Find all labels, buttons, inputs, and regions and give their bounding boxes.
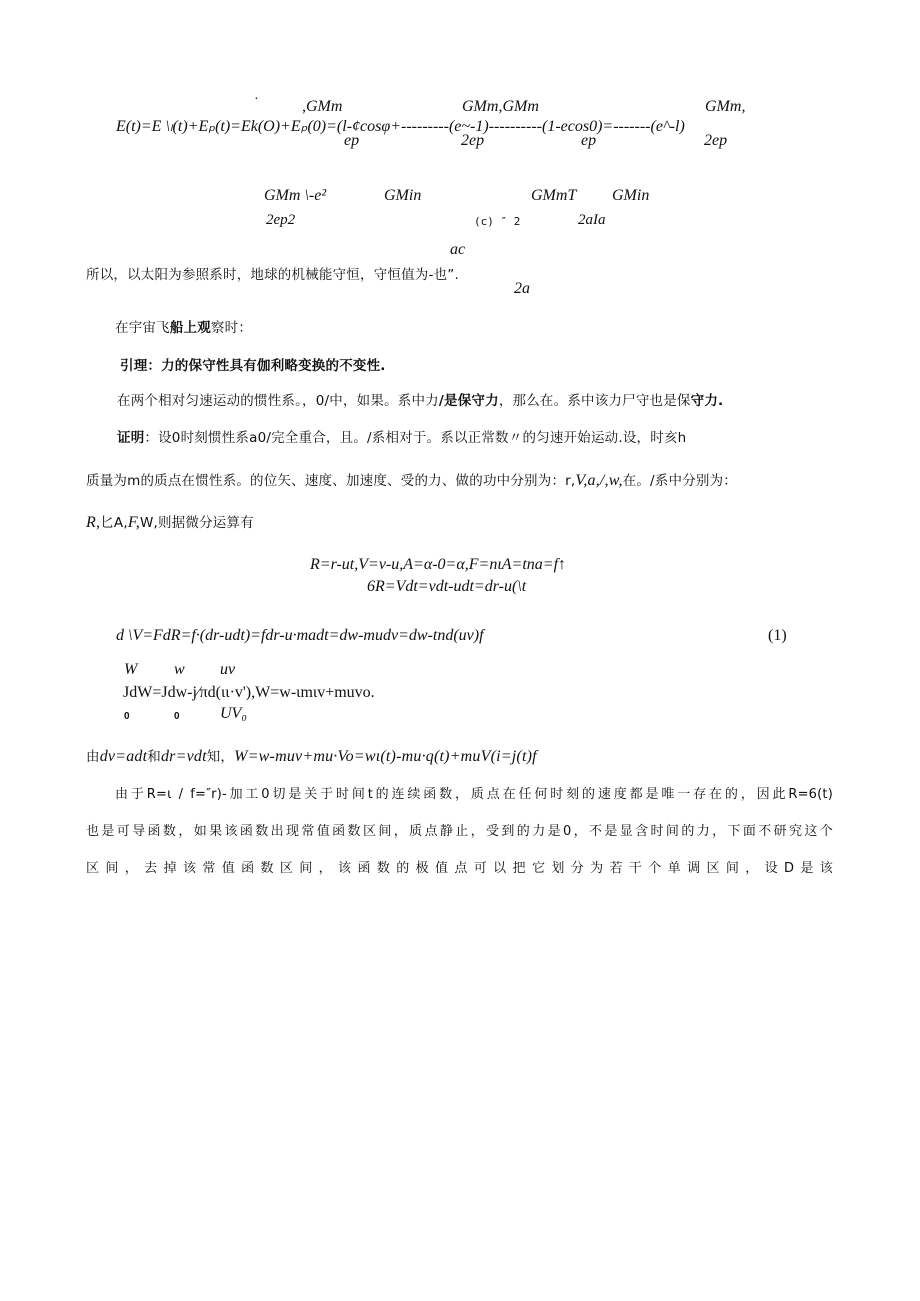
integral-lower-2: 0 xyxy=(174,711,180,722)
body-line-1: 由于R=ι / f=″r)-加工0切是关于时间t的连续函数，质点在任何时刻的速度都是唯一存在的，因此R=6(t) xyxy=(115,787,833,802)
proof-label: 证明 xyxy=(117,430,145,446)
spaceship-text-2: 船上观 xyxy=(169,320,211,336)
proof-line-3-text: 匕A, xyxy=(100,515,128,531)
body-line-2: 也是可导函数，如果该函数出现常值函数区间，质点静止，受到的力是0，不是显含时间的力，下面不研究这个 xyxy=(86,824,833,839)
proof-line-3-tail: W,则据微分运算有 xyxy=(139,515,254,531)
derivation-text-3: 知， xyxy=(206,749,235,765)
spaceship-observation-line xyxy=(115,316,252,336)
eq-denominator-2: 2ep xyxy=(461,132,485,149)
integral-upper-2: w xyxy=(174,661,185,678)
transform-equation-1: R=r-ut,V=v-u,A=α-0=α,F=nιA=tna=f↑ xyxy=(310,556,567,573)
integral-lower-1: 0 xyxy=(124,711,130,722)
eq-numerator-2: GMm,GMm xyxy=(462,98,539,115)
derivation-text-2: 和 xyxy=(147,749,161,765)
eq-energy-main: E(t)=E \ₗ(t)+Eₚ(t)=Ek(O)+Eₚ(0)=(l-¢cosφ+---------(e~-1)----------(1-ecos0)=-------(e^-l) xyxy=(116,118,685,135)
conclusion-fraction-numerator: ac xyxy=(450,241,466,258)
integral-upper-3: uv xyxy=(220,661,236,678)
derivation-line xyxy=(86,745,537,766)
eq-denominator-3: ep xyxy=(581,132,597,149)
equation-1-number: (1) xyxy=(768,627,787,644)
eq-numerator-1: ,GMm xyxy=(302,98,343,115)
derivation-text-1: 由 xyxy=(86,749,100,765)
eq2-term-4: GMin xyxy=(612,187,650,204)
proof-line-2-vars: V,a,/,w, xyxy=(575,472,623,489)
eq-denominator-4: 2ep xyxy=(704,132,728,149)
eq2-bottom-1: 2ep2 xyxy=(266,212,296,228)
spaceship-text-1: 在宇宙飞 xyxy=(115,320,170,336)
eq2-term-2: GMin xyxy=(384,187,422,204)
proof-line-2-tail: 在。/系中分别为： xyxy=(622,473,738,489)
eq-dot: . xyxy=(255,88,259,103)
spaceship-text-3: 察时： xyxy=(210,320,253,336)
integral-lower-3: UV₀ xyxy=(220,705,247,722)
integral-main: JdW=Jdw-j∕πd(ιι·v'),W=w-ιmιv+muvo. xyxy=(123,684,375,701)
proof-line-2-text: 质量为m的质点在惯性系。的位矢、速度、加速度、受的力、做的功中分别为：r, xyxy=(86,473,576,489)
conclusion-fraction-denominator: 2a xyxy=(514,280,530,297)
proof-line-1 xyxy=(117,426,686,446)
eq2-term-3: GMmT xyxy=(531,187,577,204)
lemma-heading: 引理：力的保守性具有伽利略变换的不变性. xyxy=(120,358,386,374)
body-line-3: 区间，去掉该常值函数区间，该函数的极值点可以把它划分为若干个单调区间，设D是该 xyxy=(86,861,833,876)
lemma-statement xyxy=(117,389,723,409)
eq2-bottom-3: 2aIa xyxy=(578,212,606,228)
proof-line-2 xyxy=(86,469,737,490)
derivation-eq-1: dv=adt xyxy=(99,748,148,765)
conclusion-text: 所以，以太阳为参照系时，地球的机械能守恒，守恒值为-也”. xyxy=(86,267,459,283)
lemma-statement-3: ，那么在。系中该力尸守也是保 xyxy=(498,393,691,409)
proof-text: ：设0时刻惯性系a0/完全重合，且。/系相对于。系以正常数〃的匀速开始运动.设，时亥h xyxy=(144,430,687,446)
proof-line-3 xyxy=(86,511,254,532)
derivation-eq-2: dr=vdt xyxy=(160,748,207,765)
transform-equation-2: 6R=Vdt=vdt-udt=dr-u(\t xyxy=(367,578,527,595)
proof-line-3-vars2: F, xyxy=(127,514,140,531)
lemma-statement-4: 守力. xyxy=(690,393,724,409)
eq2-term-1: GMm \-e² xyxy=(264,187,327,204)
eq2-bottom-2: (c) ″ 2 xyxy=(474,215,521,228)
lemma-statement-2: /是保守力 xyxy=(438,393,499,409)
proof-line-3-vars: R, xyxy=(86,514,101,531)
integral-upper-1: W xyxy=(124,661,138,678)
equation-1: d \V=FdR=f·(dr-udt)=fdr-u·madt=dw-mudv=dw-tnd(uv)f xyxy=(116,627,484,644)
eq-denominator-1: ep xyxy=(344,132,360,149)
derivation-eq-3: W=w-muv+mu·Vo=wι(t)-mu·q(t)+muV(i=j(t)f xyxy=(234,748,537,765)
eq-numerator-3: GMm, xyxy=(705,98,746,115)
lemma-statement-1: 在两个相对匀速运动的惯性系。，0/中，如果。系中力 xyxy=(117,393,439,409)
